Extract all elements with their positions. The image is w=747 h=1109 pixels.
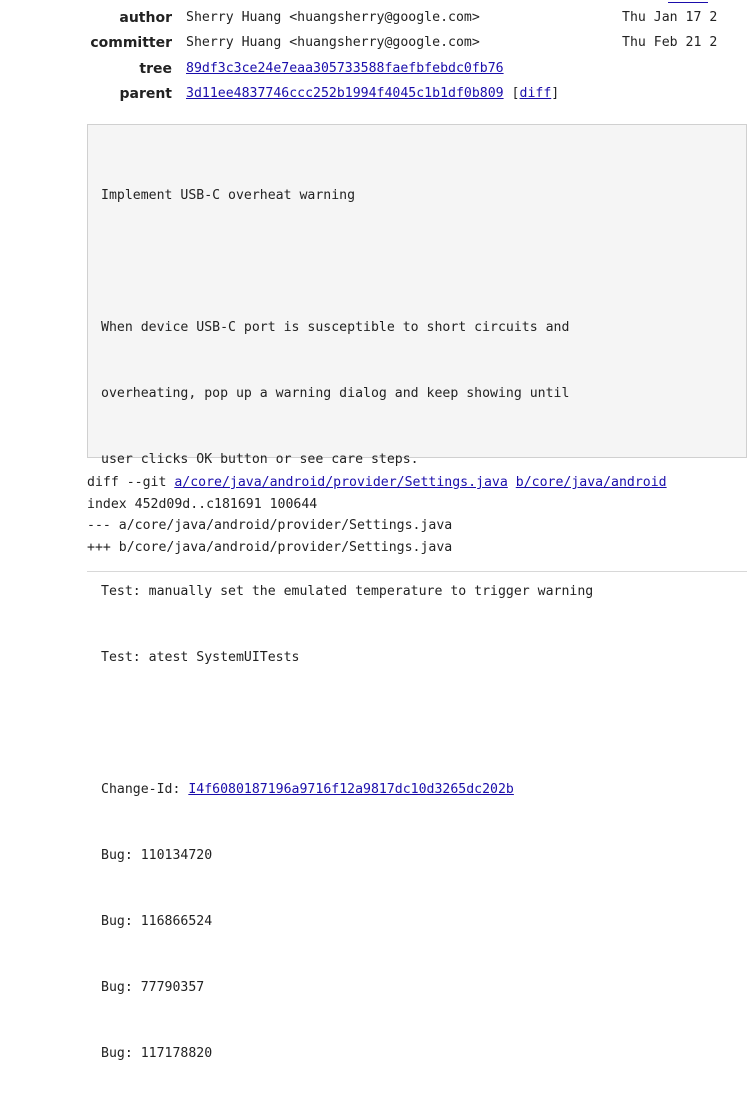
tree-hash-link[interactable]: 89df3c3ce24e7eaa305733588faefbfebdc0fb76 [186,60,504,76]
diff-minus-line: --- a/core/java/android/provider/Settings.java [87,518,453,533]
diff-header [87,472,667,558]
committer-label: committer [90,35,172,52]
diff-file-b-link[interactable]: b/core/java/android [515,475,667,490]
parent-value [186,83,559,105]
commit-message [101,141,593,1109]
parent-hash-link[interactable]: 3d11ee4837746ccc252b1994f4045c1b1df0b809 [186,85,504,101]
diff-bracket-close: ] [551,85,560,101]
section-divider [87,571,747,572]
diff-plus-line: +++ b/core/java/android/provider/Settings.java [87,539,453,555]
committer-value: Sherry Huang <huangsherry@google.com> [186,35,480,51]
diff-bracket-open: [ [511,85,520,101]
committer-date: Thu Feb 21 2 [622,35,718,51]
bug-line: Bug: 110134720 [101,848,213,863]
message-body-line: overheating, pop up a warning dialog and keep showing until [101,386,570,401]
change-id-line [101,779,593,801]
top-clipped-link [0,0,730,3]
tree-value [186,58,504,80]
parent-label: parent [119,85,172,102]
change-id-link[interactable]: I4f6080187196a9716f12a9817dc10d3265dc202b [188,782,514,797]
commit-metadata [0,7,730,108]
message-test-line: Test: atest SystemUITests [101,650,300,665]
bug-line: Bug: 117178820 [101,1046,213,1061]
parent-diff-link[interactable]: diff [519,85,552,101]
message-title: Implement USB-C overheat warning [101,188,356,203]
diff-index-line: index 452d09d..c181691 100644 [87,496,318,512]
author-row [0,7,730,32]
diff-prefix: diff --git [87,475,175,490]
message-test-line: Test: manually set the emulated temperature to trigger warning [101,584,594,599]
change-id-label: Change-Id: [101,782,189,797]
diff-git-line [87,472,667,494]
message-body-line: user clicks OK button or see care steps. [101,452,419,467]
tree-label: tree [139,60,172,77]
bug-line: Bug: 116866524 [101,914,213,929]
bug-line: Bug: 77790357 [101,980,205,995]
author-value: Sherry Huang <huangsherry@google.com> [186,10,480,25]
message-body-line: When device USB-C port is susceptible to short circuits and [101,320,570,335]
diff-file-a-link[interactable]: a/core/java/android/provider/Settings.java [174,475,508,490]
author-date: Thu Jan 17 2 [622,10,718,25]
parent-row [0,83,730,108]
committer-row [0,32,730,57]
tree-row [0,58,730,83]
author-label: author [119,10,172,26]
